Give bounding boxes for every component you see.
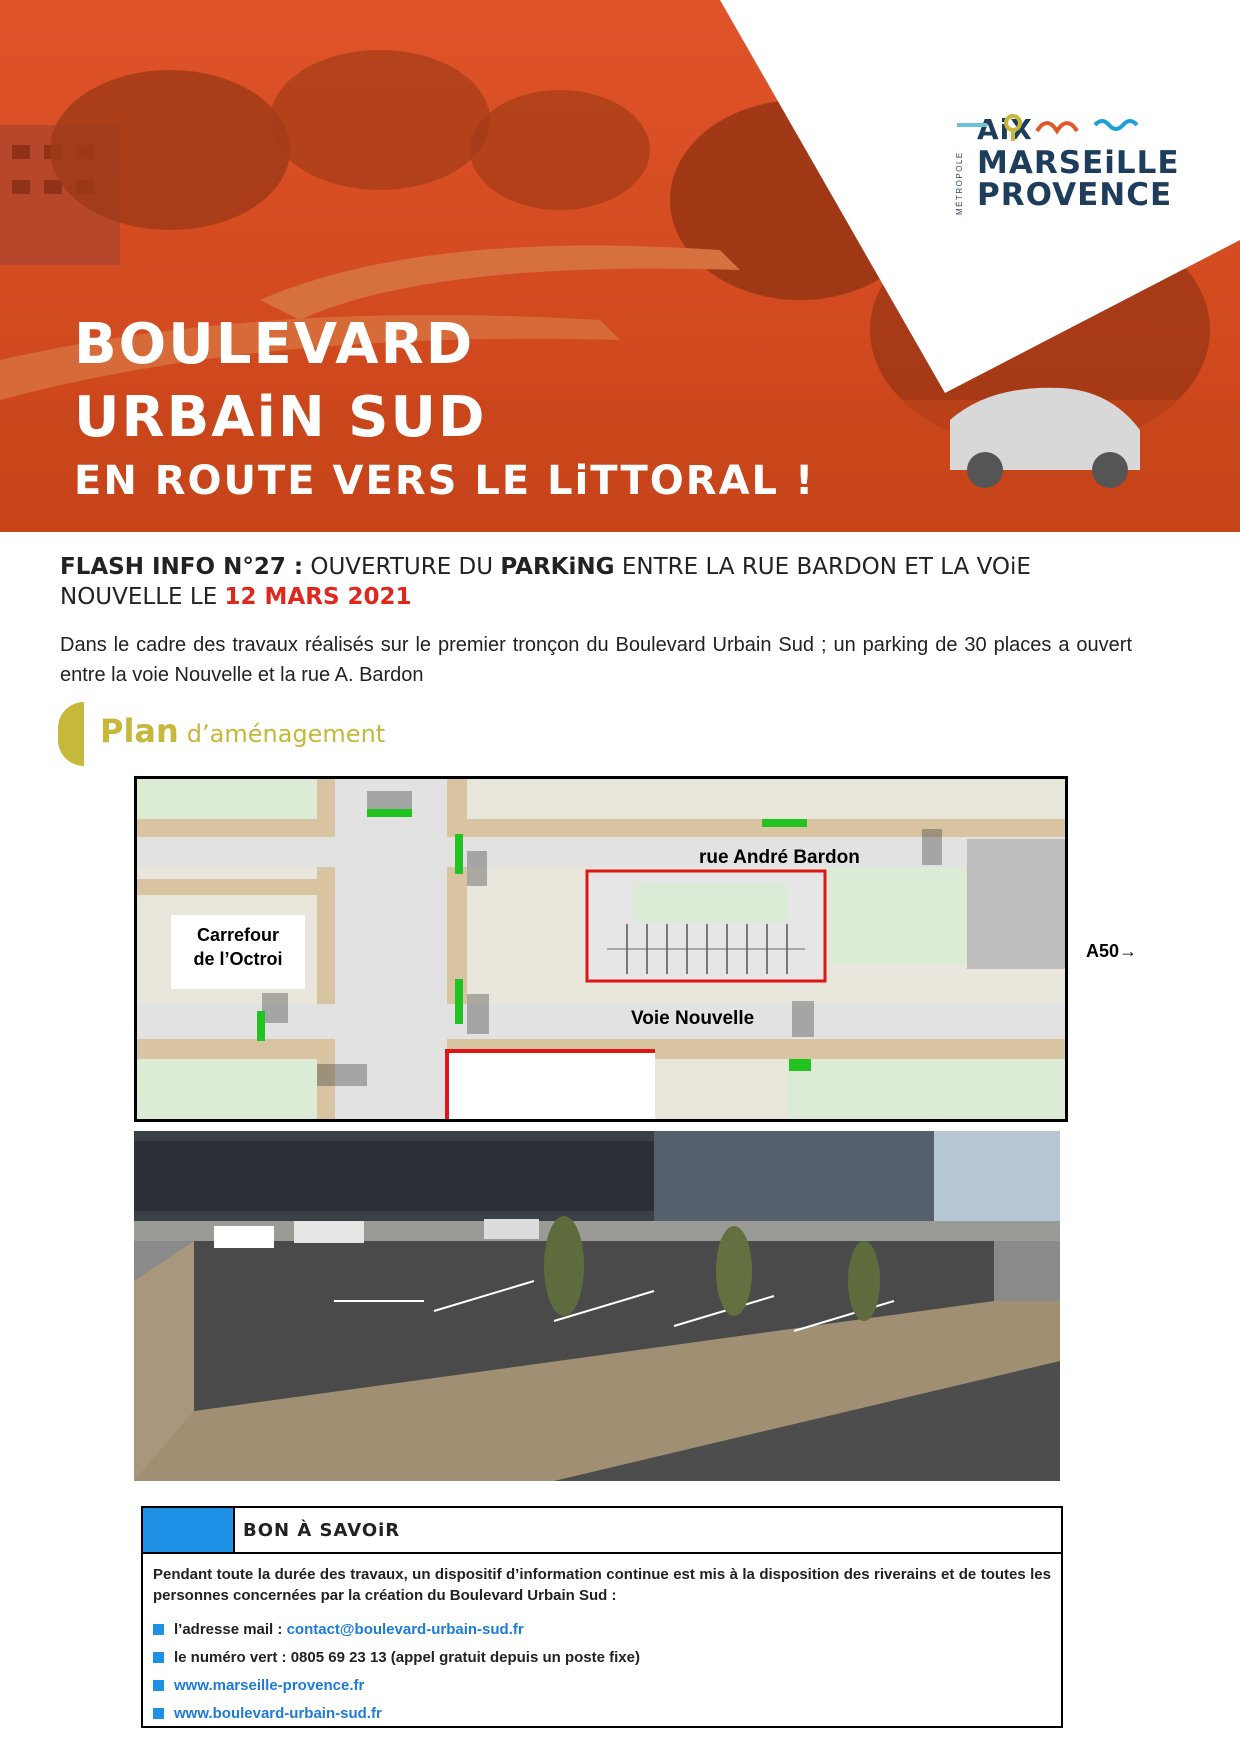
phone-number-text: le numéro vert : 0805 69 23 13 (appel gratuit depuis un poste fixe) — [174, 1649, 640, 1666]
marseille-provence-link[interactable]: www.marseille-provence.fr — [174, 1677, 365, 1694]
flash-label: FLASH INFO N°27 : — [60, 554, 304, 580]
bullet-square-icon — [153, 1680, 164, 1691]
logo-line-aix: AiX — [977, 113, 1033, 146]
list-item-email: l’adresse mail : contact@boulevard-urbain-sud.fr — [153, 1616, 640, 1644]
boulevard-urbain-sud-link[interactable]: www.boulevard-urbain-sud.fr — [174, 1705, 382, 1722]
intro-paragraph: Dans le cadre des travaux réalisés sur le premier tronçon du Boulevard Urbain Sud ; un parking de 30 places a ouvert entre la voie Nouvelle et la rue A. Bardon — [60, 634, 1132, 686]
info-contact-list — [153, 1616, 640, 1728]
info-box-header — [143, 1508, 1061, 1554]
flash-bold-word: PARKiNG — [500, 554, 615, 580]
hero-title-line1: BOULEVARD — [74, 312, 475, 377]
bullet-square-icon — [153, 1624, 164, 1635]
logo-line-marseille: MARSEiLLE — [977, 145, 1180, 181]
bullet-square-icon — [153, 1652, 164, 1663]
label-carrefour-octroi: Carrefour de l’Octroi — [171, 915, 305, 989]
label-a50: A50→ — [1086, 941, 1138, 961]
label-rue-andre-bardon: rue André Bardon — [699, 847, 860, 868]
hero-illustration — [0, 0, 1240, 532]
section-arc-decoration — [58, 702, 84, 766]
label-voie-nouvelle: Voie Nouvelle — [631, 1008, 755, 1029]
flash-date: 12 MARS 2021 — [224, 584, 412, 610]
hero-title-line2: URBAiN SUD — [74, 385, 487, 450]
logo-side-text: MÉTROPOLE — [955, 151, 964, 215]
bullet-square-icon — [153, 1708, 164, 1719]
list-item-website-bus — [153, 1700, 640, 1728]
info-box-color-block — [143, 1508, 235, 1552]
flash-info-heading: FLASH INFO N°27 : OUVERTURE DU PARKiNG ENTRE LA RUE BARDON ET LA VOiE NOUVELLE LE 12 MARS 2021 — [60, 554, 1031, 610]
info-box-text: Pendant toute la durée des travaux, un dispositif d’information continue est mis à la disposition des riverains et de toutes les personnes concernées par la création du Boulevard Urbain Sud : — [153, 1566, 1051, 1604]
info-box-title: BON À SAVOiR — [243, 1520, 401, 1541]
email-link[interactable]: contact@boulevard-urbain-sud.fr — [286, 1621, 524, 1638]
logo-symbols-icon — [955, 113, 1155, 143]
site-plan-map — [134, 776, 1068, 1122]
hero-subtitle: EN ROUTE VERS LE LiTTORAL ! — [74, 458, 816, 504]
logo-line-provence: PROVENCE — [977, 177, 1173, 213]
metropole-logo — [955, 113, 1180, 253]
list-item-phone — [153, 1644, 640, 1672]
hero-banner — [0, 0, 1240, 532]
list-item-website-metropole — [153, 1672, 640, 1700]
info-box — [141, 1506, 1063, 1728]
parking-photo-illustration — [134, 1131, 1060, 1481]
parking-photo — [134, 1131, 1060, 1481]
